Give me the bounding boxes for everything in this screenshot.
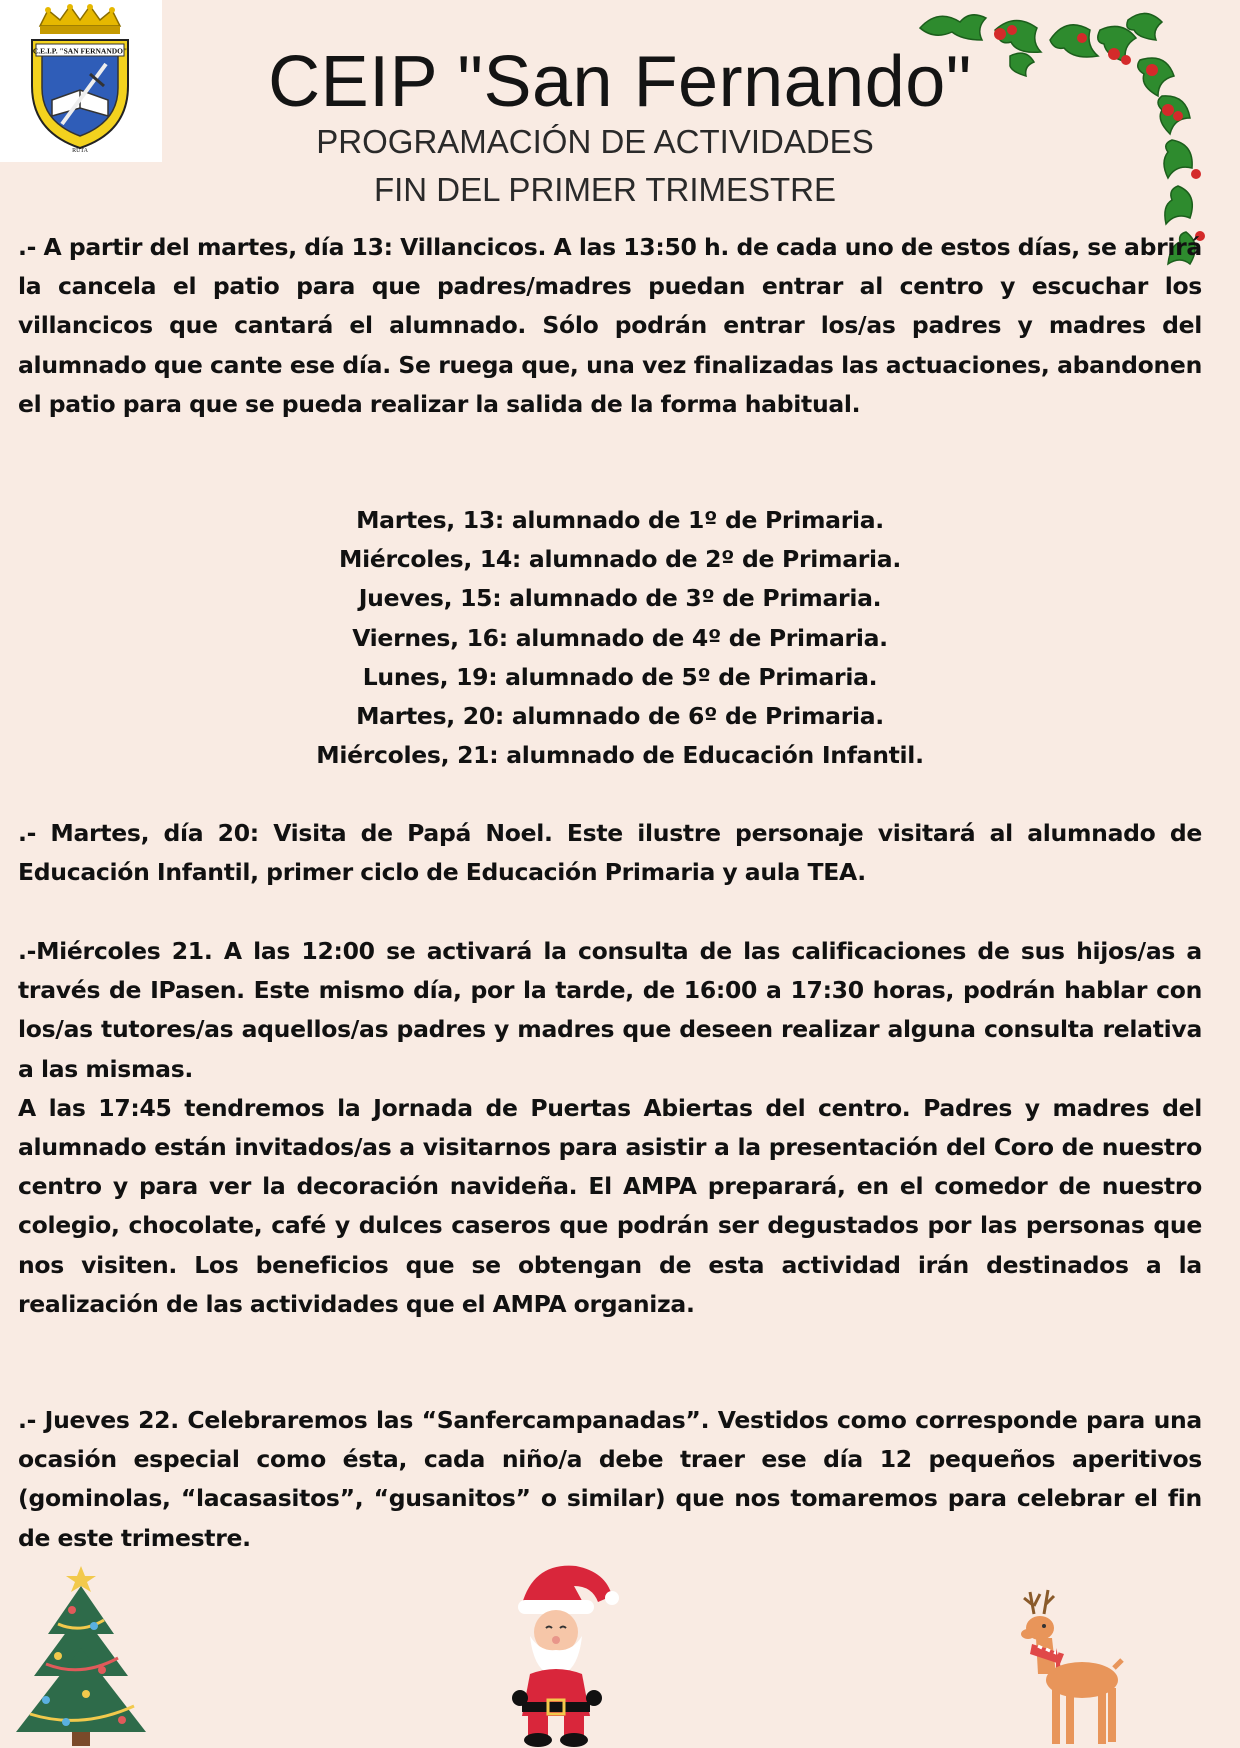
page-title: CEIP "San Fernando" [268, 42, 972, 122]
schedule-item: Martes, 13: alumnado de 1º de Primaria. [356, 506, 884, 534]
paragraph-sanfercampanadas: .- Jueves 22. Celebraremos las “Sanfercampanadas”. Vestidos como corresponde para una ocasión especial como ésta, cada niño/a debe traer ese día 12 pequeños aperitivos (gominolas, “lacasasitos”, “gusanitos” o similar) que nos tomaremos para celebrar el fin de este trimestre. [18, 1406, 1202, 1552]
paragraph-miercoles-21 [18, 932, 1202, 1324]
paragraph-calificaciones: .-Miércoles 21. A las 12:00 se activará la consulta de las calificaciones de sus hijos/as a través de IPasen. Este mismo día, por la tarde, de 16:00 a 17:30 horas, podrán hablar con los/as tutores/as aquellos/as padres y madres que deseen realizar alguna consulta relativa a las mismas. [18, 937, 1202, 1083]
villancicos-schedule [0, 501, 1240, 775]
logo-text-bottom: RUTA [72, 148, 88, 154]
paragraph-papa-noel: .- Martes, día 20: Visita de Papá Noel. Este ilustre personaje visitará al alumnado de Educación Infantil, primer ciclo de Educación Primaria y aula TEA. [18, 819, 1202, 887]
santa-claus-icon [494, 1556, 624, 1748]
schedule-item: Miércoles, 14: alumnado de 2º de Primaria. [339, 545, 901, 574]
logo-text-top: C.E.I.P. "SAN FERNANDO" [32, 46, 128, 56]
schedule-item: Lunes, 19: alumnado de 5º de Primaria. [362, 662, 878, 691]
paragraph-villancicos: .- A partir del martes, día 13: Villancicos. A las 13:50 h. de cada uno de estos días, se abrirá la cancela el patio para que padres/madres puedan entrar al centro y escuchar los villancicos que cantará el alumnado. Sólo podrán entrar los/as padres y madres del alumnado que cante ese día. Se ruega que, una vez finalizadas las actuaciones, abandonen el patio para que se pueda realizar la salida de la forma habitual. [18, 233, 1202, 418]
schedule-item: Miércoles, 21: alumnado de Educación Infantil. [316, 741, 924, 770]
reindeer-icon [1004, 1584, 1134, 1748]
paragraph-puertas-abiertas: A las 17:45 tendremos la Jornada de Puertas Abiertas del centro. Padres y madres del alumnado están invitados/as a visitarnos para asistir a la presentación del Coro de nuestro centro y para ver la decoración navideña. El AMPA preparará, en el comedor de nuestro colegio, chocolate, café y dulces caseros que podrán ser degustados por las personas que nos visiten. Los beneficios que se obtengan de esta actividad irán destinados a la realización de las actividades que el AMPA organiza. [18, 1093, 1202, 1318]
subtitle-line-1: PROGRAMACIÓN DE ACTIVIDADES [316, 123, 874, 160]
schedule-item: Martes, 20: alumnado de 6º de Primaria. [356, 702, 884, 731]
christmas-tree-icon [6, 1560, 156, 1748]
schedule-item: Viernes, 16: alumnado de 4º de Primaria. [352, 623, 888, 652]
subtitle-line-2: FIN DEL PRIMER TRIMESTRE [373, 171, 837, 208]
schedule-item: Jueves, 15: alumnado de 3º de Primaria. [358, 584, 882, 613]
